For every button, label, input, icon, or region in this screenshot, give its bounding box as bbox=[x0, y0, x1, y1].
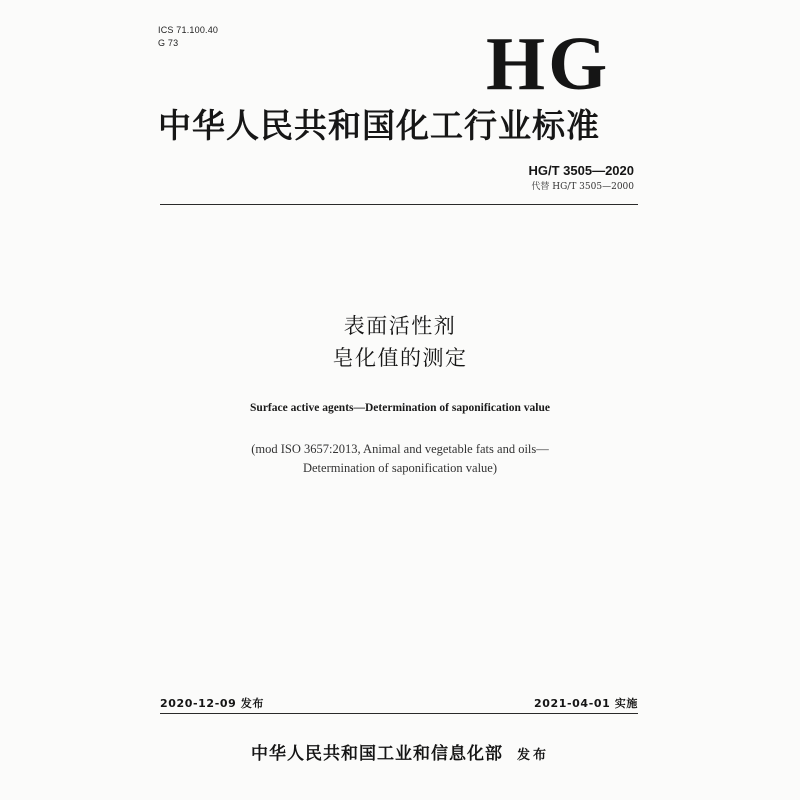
hg-logo: HG bbox=[486, 22, 611, 106]
standard-code: HG/T 3505—2020 bbox=[528, 163, 634, 178]
bottom-divider bbox=[160, 713, 638, 714]
issue-date: 2020-12-09 发布 bbox=[160, 697, 264, 710]
title-cn-line1: 表面活性剂 bbox=[343, 314, 457, 338]
effective-date: 2021-04-01 实施 bbox=[534, 697, 638, 710]
classification-codes bbox=[158, 24, 218, 50]
adoption-note-line1: (mod ISO 3657:2013, Animal and vegetable fats and oils— bbox=[251, 442, 549, 456]
ics-code: ICS 71.100.40 bbox=[158, 25, 219, 35]
publisher-line bbox=[150, 742, 650, 768]
publisher-verb: 发布 bbox=[516, 748, 549, 763]
standard-category-title: 中华人民共和国化工行业标准 bbox=[158, 106, 600, 145]
replaces-note: 代替 HG/T 3505—2000 bbox=[531, 182, 634, 192]
publisher-name: 中华人民共和国工业和信息化部 bbox=[250, 744, 503, 764]
adoption-note-line2: Determination of saponification value) bbox=[302, 461, 498, 475]
top-divider bbox=[160, 204, 638, 205]
ccs-code: G 73 bbox=[158, 38, 179, 48]
title-cn-line2: 皂化值的测定 bbox=[332, 346, 468, 370]
title-en: Surface active agents—Determination of saponification value bbox=[250, 402, 550, 414]
